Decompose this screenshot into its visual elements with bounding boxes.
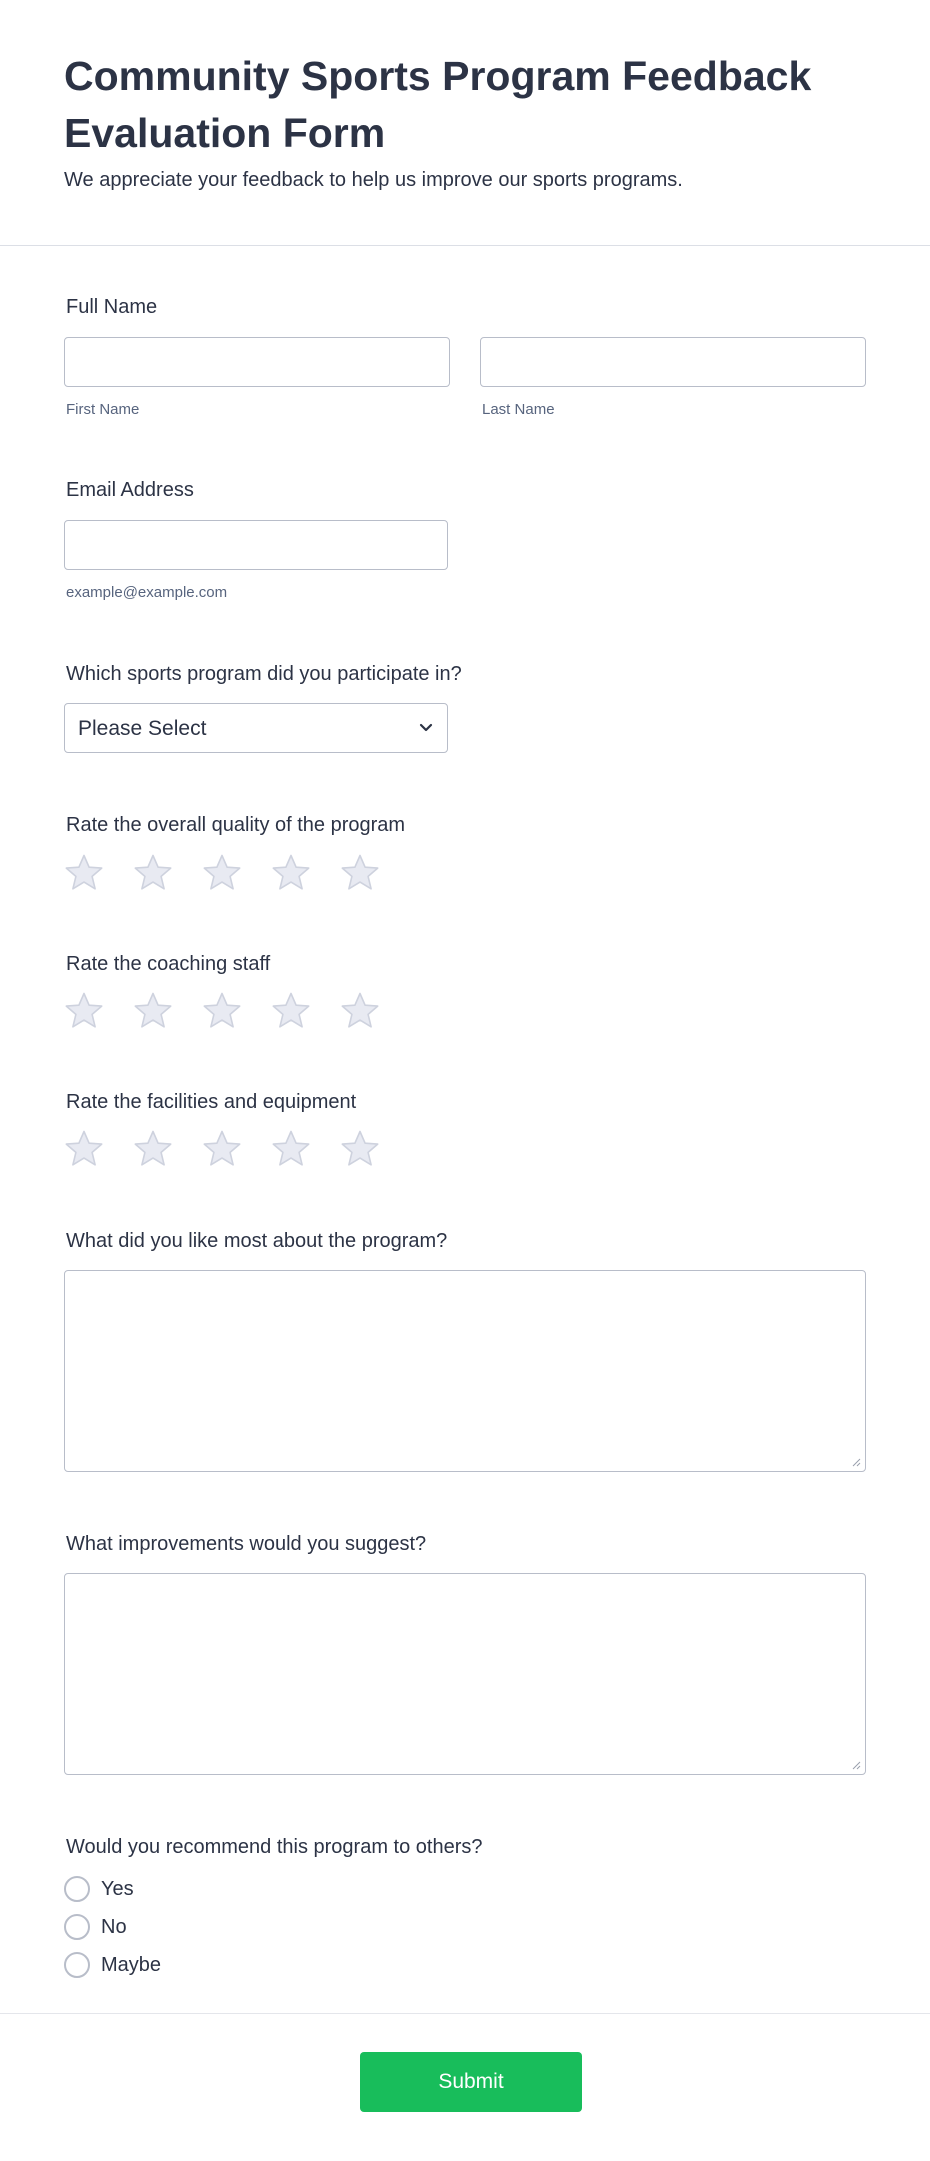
chevron-down-icon [417, 718, 435, 736]
email-input[interactable] [64, 520, 448, 570]
star-icon[interactable] [202, 991, 242, 1031]
email-sublabel: example@example.com [66, 584, 228, 601]
radio-button[interactable] [64, 1876, 90, 1902]
radio-option-label: Maybe [101, 1954, 162, 1976]
liked-most-label: What did you like most about the program? [66, 1230, 448, 1252]
form-subtitle: We appreciate your feedback to help us improve our sports programs. [64, 169, 683, 191]
program-select-value: Please Select [78, 717, 207, 740]
resize-grip-icon[interactable] [851, 1760, 861, 1770]
radio-option-label: Yes [101, 1878, 134, 1900]
program-label: Which sports program did you participate in? [66, 663, 462, 685]
star-icon[interactable] [271, 1129, 311, 1169]
star-icon[interactable] [271, 853, 311, 893]
form-header [0, 0, 930, 246]
star-icon[interactable] [64, 991, 104, 1031]
star-icon[interactable] [64, 1129, 104, 1169]
rating-coaching-stars[interactable] [64, 991, 384, 1033]
star-icon[interactable] [133, 853, 173, 893]
rating-quality-label: Rate the overall quality of the program [66, 814, 406, 836]
submit-button[interactable]: Submit [360, 2052, 582, 2112]
full-name-label: Full Name [66, 296, 158, 318]
rating-quality-stars[interactable] [64, 853, 384, 895]
rating-facilities-label: Rate the facilities and equipment [66, 1091, 357, 1113]
star-icon[interactable] [340, 853, 380, 893]
radio-button[interactable] [64, 1914, 90, 1940]
star-icon[interactable] [202, 853, 242, 893]
radio-option-maybe[interactable] [64, 1951, 264, 1979]
first-name-input[interactable] [64, 337, 450, 387]
liked-most-textarea[interactable] [64, 1270, 866, 1472]
star-icon[interactable] [64, 853, 104, 893]
radio-button[interactable] [64, 1952, 90, 1978]
star-icon[interactable] [202, 1129, 242, 1169]
recommend-label: Would you recommend this program to others? [66, 1836, 483, 1858]
star-icon[interactable] [340, 1129, 380, 1169]
star-icon[interactable] [340, 991, 380, 1031]
improvements-textarea[interactable] [64, 1573, 866, 1775]
form-title: Community Sports Program Feedback Evaluation Form [64, 53, 812, 156]
program-select[interactable] [64, 703, 448, 753]
star-icon[interactable] [133, 991, 173, 1031]
radio-option-no[interactable] [64, 1913, 264, 1941]
star-icon[interactable] [271, 991, 311, 1031]
rating-coaching-label: Rate the coaching staff [66, 953, 271, 975]
improvements-label: What improvements would you suggest? [66, 1533, 427, 1555]
star-icon[interactable] [133, 1129, 173, 1169]
first-name-sublabel: First Name [66, 401, 140, 418]
radio-option-label: No [101, 1916, 127, 1938]
resize-grip-icon[interactable] [851, 1457, 861, 1467]
footer-divider [0, 2013, 930, 2014]
rating-facilities-stars[interactable] [64, 1129, 384, 1171]
last-name-input[interactable] [480, 337, 866, 387]
radio-option-yes[interactable] [64, 1875, 264, 1903]
last-name-sublabel: Last Name [482, 401, 555, 418]
email-label: Email Address [66, 479, 194, 501]
